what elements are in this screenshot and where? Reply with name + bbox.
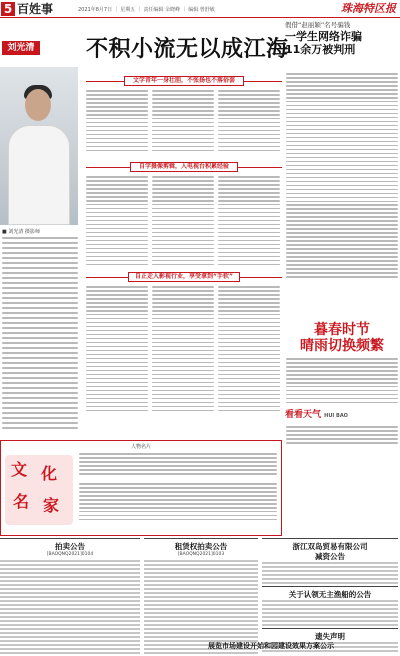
art-glyph-1: 文 xyxy=(11,460,28,479)
notice-fishing-title: 关于认领无主渔船的公告 xyxy=(288,590,372,599)
article-col-1b xyxy=(86,176,148,268)
right-mid-body xyxy=(286,358,398,406)
right-top-kicker: 假借“赵丽颖”名号骗钱 xyxy=(285,21,351,29)
page-header xyxy=(0,0,400,18)
article-col-2a xyxy=(152,90,214,154)
date-line: 2021年8月7日 ｜ 星期五 ｜ 责任编辑 余晓峰 ｜ 编辑 曾舒敏 xyxy=(78,7,215,13)
article-col-1a xyxy=(86,90,148,154)
notice-title: 拍卖公告 xyxy=(55,542,85,551)
newspaper-logo: 珠海特区报 xyxy=(341,2,396,15)
photo-caption: ■ 刘光清 摄影师 xyxy=(2,229,40,235)
profile-calligraphy-art xyxy=(5,455,73,525)
right-mid-title xyxy=(285,322,399,354)
subhead-2: 自学摄像剪辑，入电视台积累经验 xyxy=(130,162,238,172)
art-glyph-4: 家 xyxy=(43,496,60,515)
profile-body xyxy=(79,453,277,477)
profile-card xyxy=(0,440,282,536)
notice-right-stack xyxy=(262,538,398,654)
notice-lease-auction xyxy=(144,538,258,654)
section-title: 百姓事 xyxy=(17,2,54,16)
article-col-2b xyxy=(152,176,214,268)
right-mid-title-1: 暮春时节 xyxy=(314,322,370,338)
notice-company-subtitle: 减资公告 xyxy=(315,552,345,561)
notice-code: [BAOQNQ2021]0103 xyxy=(177,552,225,557)
left-column xyxy=(0,21,80,435)
notice-title: 租赁权拍卖公告 xyxy=(174,542,228,551)
article-col-2c xyxy=(152,286,214,414)
article-col-1c xyxy=(86,286,148,414)
bottom-banner-title: 展览市场建设开始和园建设效果方案公示 xyxy=(208,642,334,650)
profile-body-2 xyxy=(79,483,277,523)
column-author-tag: 刘光清 xyxy=(2,41,40,55)
subhead-1: 文学青年一身壮胆，不张扬也不落俗套 xyxy=(124,76,244,86)
art-glyph-3: 名 xyxy=(13,492,30,511)
weather-body xyxy=(286,426,398,446)
article-col-3a xyxy=(218,90,280,154)
right-top-title-2: 11余万被判刑 xyxy=(285,43,356,56)
article-headline: 不积小流无以成江海 xyxy=(86,37,289,62)
right-mid-title-2: 晴雨切换频繁 xyxy=(300,338,384,354)
right-top-title-1: 一学生网络诈骗 xyxy=(285,30,362,43)
portrait-body xyxy=(8,125,70,225)
art-glyph-2: 化 xyxy=(41,464,58,483)
notice-auction xyxy=(0,538,140,654)
weather-section-label xyxy=(285,408,399,422)
profile-label: 人物名片 xyxy=(131,444,152,450)
article-col-3c xyxy=(218,286,280,414)
notice-lost-title: 遗失声明 xyxy=(315,632,345,641)
left-body-text xyxy=(2,237,78,432)
weather-sub-text: HUI BAO xyxy=(324,413,348,419)
weather-label-text: 看看天气 xyxy=(285,410,322,420)
article-col-3b xyxy=(218,176,280,268)
right-top-article xyxy=(285,21,399,69)
right-top-body xyxy=(286,73,398,280)
portrait-head xyxy=(25,89,51,121)
portrait-photo xyxy=(0,67,78,225)
notice-code: [BAOQNQ2021]0104 xyxy=(46,552,94,557)
subhead-3: 自正走入影视行业，享受拿到“手软” xyxy=(128,272,240,282)
page-number: 5 xyxy=(1,2,15,16)
notice-company-title: 浙江双岛贸易有限公司 xyxy=(292,542,368,551)
